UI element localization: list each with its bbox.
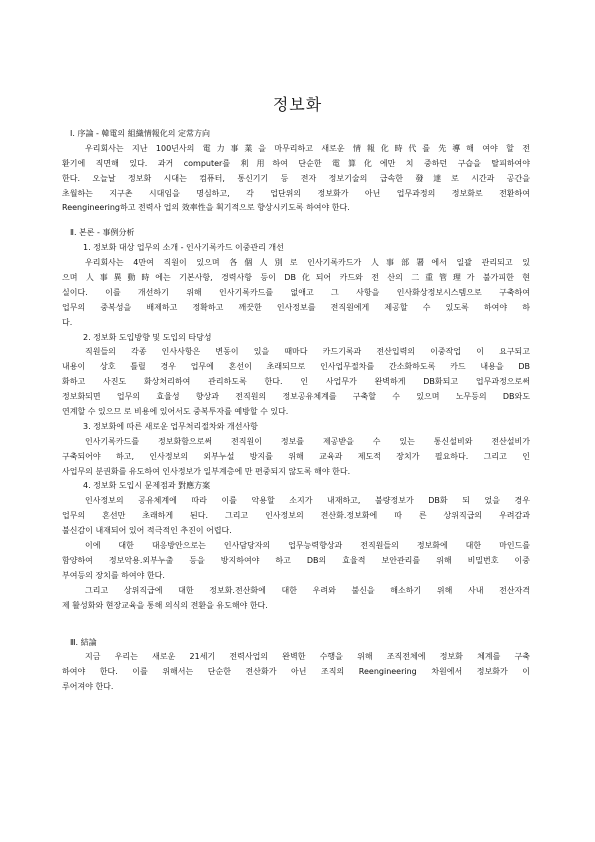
paragraph-line: 업무의 중복성을 배제하고 정확하고 깨끗한 인사정보를 전직원에게 제공할 수 있도록 하여야 하 (62, 302, 530, 312)
paragraph-line: 으며 人事異動時에는 기본사항, 경력사항 등이 DB化되어 카드와 전 산의 二重管理가 불가피한 현 (62, 273, 530, 283)
paragraph-line: 업무의 혼선만 초래하게 된다. 그리고 인사정보의 전산화.정보화에 따 른 상위직급의 우려감과 (62, 511, 530, 521)
subsection-heading-3: 3. 정보화에 따른 새로운 업무처리절차와 개선사항 (83, 421, 258, 431)
paragraph-line: 함양하여 정보악용.외부누출 등을 방지하여야 하고 DB의 효율적 보안관리를 위해 비밀번호 이중 (62, 555, 530, 565)
paragraph-line: 인사기록카드를 정보화함으로써 전직원이 정보를 제공받을 수 있는 통신설비와 전산설비가 (85, 436, 530, 446)
paragraph-line: 구축되어야 하고, 인사정보의 외부누설 방지를 위해 교육과 제도적 장치가 필요하다. 그리고 인 (62, 451, 530, 461)
paragraph-line: 실이다. 이를 개선하기 위해 인사기록카드를 없애고 그 사항을 인사화상정보시스템으로 구축하여 (62, 287, 530, 297)
paragraph-line: 연계할 수 있으므 로 비용에 있어서도 중복투자를 예방할 수 있다. (62, 407, 289, 417)
section-heading-conclusion: Ⅲ. 結論 (70, 637, 97, 647)
section-heading-body: Ⅱ. 본론 - 事例分析 (70, 228, 135, 238)
paragraph-line: 직원들의 각종 인사사항은 변동이 있을 때마다 카드기록과 전산입력의 이중작업 이 요구되고 (85, 347, 530, 357)
paragraph-line: 지금 우리는 새로운 21세기 전력사업의 완벽한 수행을 위해 조직전체에 정보화 체계를 구축 (85, 652, 530, 662)
paragraph-line: 그리고 상위직급에 대한 정보화.전산화에 대한 우려와 불신을 해소하기 위해 사내 전산자격 (85, 585, 530, 595)
paragraph-line: 다. (62, 317, 73, 327)
paragraph-line: 정보화되면 업무의 효율성 향상과 전직원의 정보공유체계를 구축할 수 있으며 노무등의 DB와도 (62, 392, 530, 402)
document-title: 정보화 (272, 95, 323, 114)
subsection-heading-2: 2. 정보화 도입방향 및 도입의 타당성 (83, 332, 212, 342)
document-body (62, 127, 530, 695)
paragraph-line: 제 활성화와 현장교육을 통해 의식의 전환을 유도해야 한다. (62, 600, 268, 610)
paragraph-line: 인사정보의 공유체계에 따라 이를 악용할 소지가 내재하고, 불량정보가 DB화 되 었을 경우 (85, 496, 530, 506)
paragraph-line: 루어져야 한다. (62, 682, 114, 692)
subsection-heading-1: 1. 정보화 대상 업무의 소개 - 인사기록카드 이중관리 개선 (83, 243, 284, 253)
paragraph-line: 불신감이 내재되어 있어 적극적인 추진이 어렵다. (62, 526, 232, 536)
paragraph-line: 사업무의 분권화를 유도하여 인사정보가 일부계층에 만 편중되지 않도록 해야 한다. (62, 466, 351, 476)
paragraph-line: 내용이 상호 틀릴 경우 업무에 혼선이 초래되므로 인사업무절차를 간소화하도록 카드 내용을 DB (62, 362, 530, 372)
subsection-heading-4: 4. 정보화 도입시 문제점과 對應方案 (83, 481, 211, 491)
paragraph-line: 화하고 사진도 화상처리하여 관리하도록 한다. 인 사업무가 완벽하게 DB화되고 업무과정으로써 (62, 377, 530, 387)
paragraph-line: 우리회사는 4만여 직원이 있으며 各個人別로 인사기록카드가 人事部署에서 일괄 관리되고 있 (85, 258, 530, 268)
paragraph-line: 우리회사는 지난 100년사의 電力事業을 마무리하고 새로운 情報化時代를 先導해 여야 할 전 (85, 143, 530, 153)
section-heading-introduction: Ⅰ. 序論 - 韓電의 組織情報化의 定常方向 (70, 129, 210, 138)
paragraph-line: 환기에 직면해 있다. 과거 computer를 利用하여 단순한 電算化에만 치 중하던 구습을 탈피하여야 (62, 158, 530, 168)
paragraph-line: Reengineering하고 전력사 업의 效率性을 획기적으로 향상시키도록 하여야 한다. (62, 203, 350, 213)
paragraph-line: 부여등의 장치를 하여야 한다. (62, 570, 165, 580)
paragraph-line: 하여야 한다. 이를 위해서는 단순한 전산화가 아닌 조직의 Reengineering 차원에서 정보화가 이 (62, 667, 530, 677)
paragraph-line: 한다. 오늘날 정보화 시대는 컴퓨터, 통신기기 등 전자 정보기술의 급속한 發達로 시간과 공간을 (62, 173, 530, 183)
paragraph-line: 이에 대한 대응방안으로는 인사담당자의 업무능력향상과 전직원들의 정보화에 대한 마인드를 (85, 541, 530, 551)
paragraph-line: 초월하는 지구촌 시대임을 명심하고, 각 업단위의 정보화가 아닌 업무과정의 정보화로 전환하여 (62, 188, 530, 198)
